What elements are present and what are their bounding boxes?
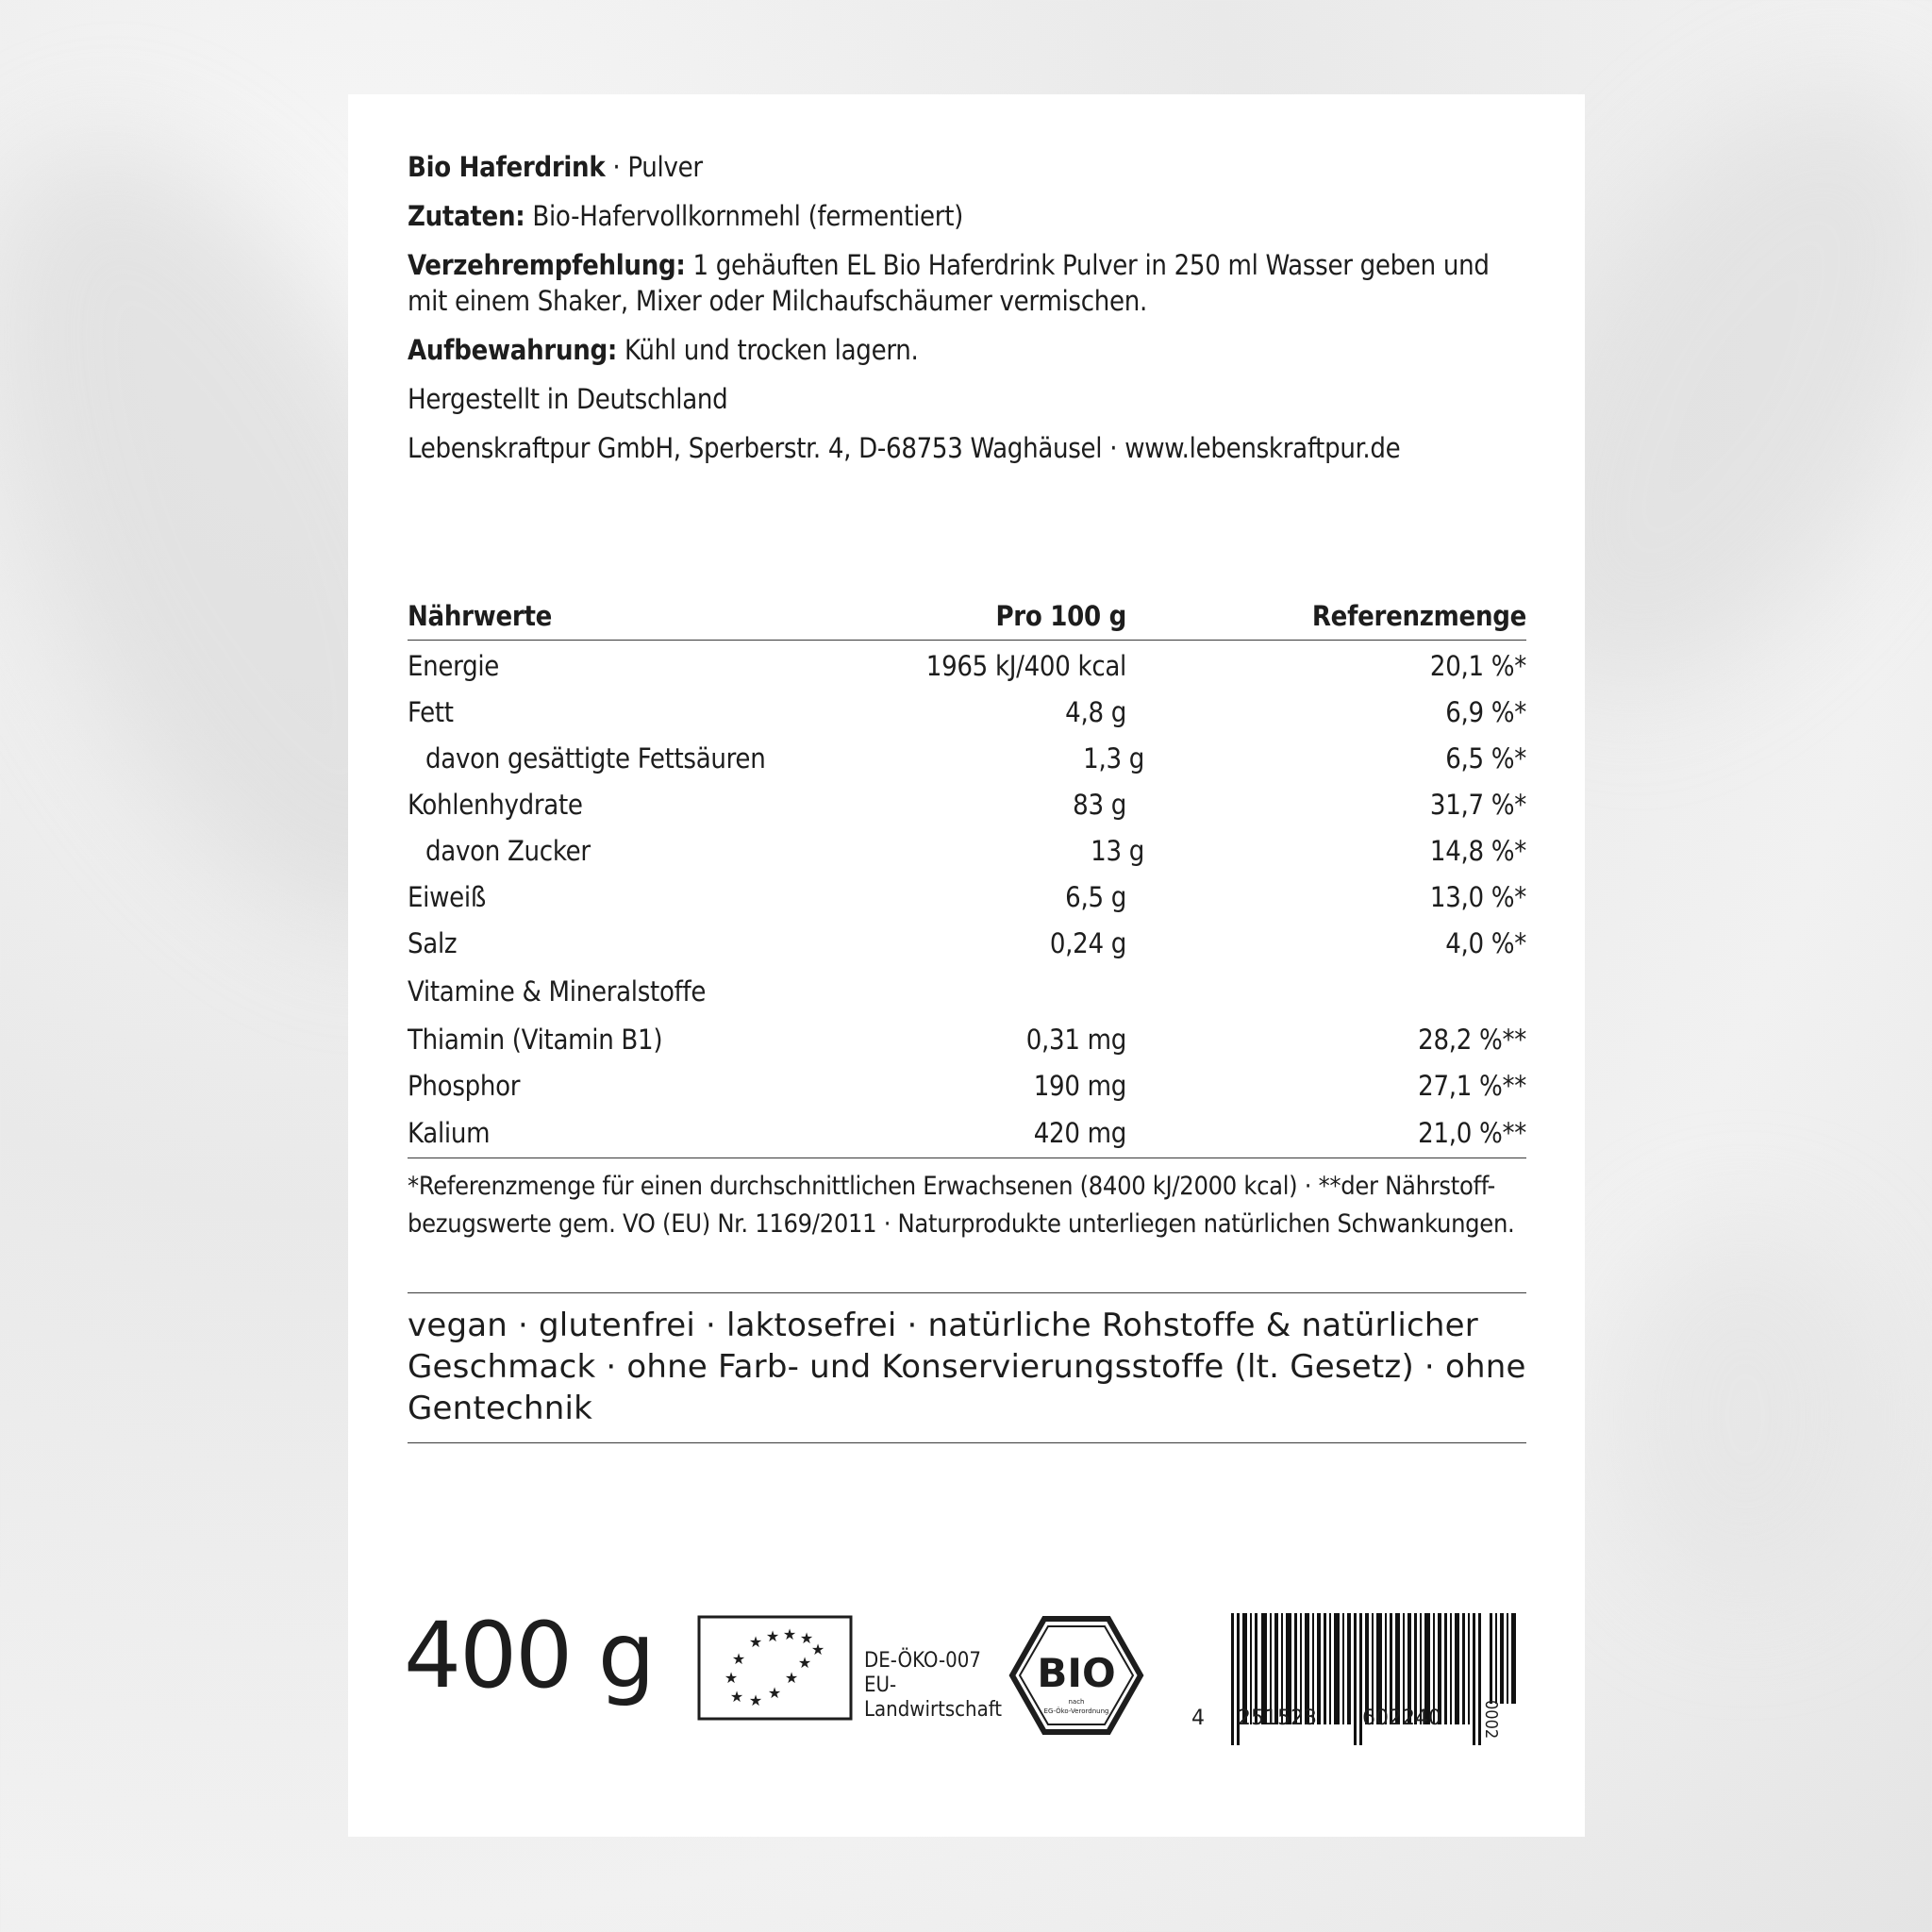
svg-text:★: ★ bbox=[765, 1627, 780, 1645]
barcode-addon: 0002 bbox=[1481, 1700, 1501, 1740]
nutrient-name: Eiweiß bbox=[408, 880, 487, 913]
nutrient-name: davon Zucker bbox=[425, 834, 591, 867]
table-row bbox=[408, 874, 1526, 920]
nutrient-name: Kohlenhydrate bbox=[408, 788, 583, 821]
product-name: Bio Haferdrink bbox=[408, 151, 606, 183]
table-row bbox=[408, 1062, 1526, 1108]
product-title-line bbox=[408, 149, 1526, 185]
svg-text:★: ★ bbox=[724, 1669, 739, 1687]
storage-label: Aufbewahrung: bbox=[408, 334, 618, 366]
table-row bbox=[408, 1016, 1526, 1062]
nutrient-reference: 28,2 %** bbox=[1418, 1023, 1526, 1056]
svg-text:★: ★ bbox=[784, 1669, 799, 1687]
nutrient-name: Fett bbox=[408, 695, 454, 728]
nutrient-amount: 83 g bbox=[1073, 788, 1126, 821]
nutrient-name: Salz bbox=[408, 926, 458, 959]
bio-seal-icon bbox=[1008, 1615, 1144, 1736]
nutrient-name: Phosphor bbox=[408, 1069, 521, 1102]
ingredients-line bbox=[408, 198, 1526, 234]
recommendation-line bbox=[408, 247, 1526, 319]
table-row bbox=[408, 1108, 1526, 1158]
cert-line2: EU- bbox=[864, 1674, 897, 1697]
reference-footnote: *Referenzmenge für einen durchschnittlichen Erwachsenen (8400 kJ/2000 kcal) · **der Nährstoff-bezugswerte gem. VO (EU) Nr. 1169/2011 · Naturprodukte unterliegen natürlichen Schwankungen. bbox=[408, 1172, 1515, 1239]
bio-seal-text: BIO bbox=[1037, 1650, 1116, 1696]
barcode-group2: 602240 bbox=[1362, 1707, 1441, 1730]
product-form: · Pulver bbox=[605, 151, 703, 183]
background-shadow bbox=[1604, 1226, 1887, 1604]
nutrient-name: Energie bbox=[408, 649, 500, 682]
storage-text: Kühl und trocken lagern. bbox=[617, 334, 919, 366]
cert-line3: Landwirtschaft bbox=[864, 1698, 1003, 1722]
svg-text:★: ★ bbox=[731, 1650, 746, 1668]
barcode-digit-first: 4 bbox=[1191, 1707, 1205, 1730]
cert-code: DE-ÖKO-007 bbox=[864, 1649, 981, 1673]
nutrient-reference: 14,8 %* bbox=[1429, 834, 1526, 867]
nutrient-reference: 27,1 %** bbox=[1418, 1069, 1526, 1102]
recommendation-label: Verzehrempfehlung: bbox=[408, 249, 686, 281]
svg-text:★: ★ bbox=[797, 1654, 812, 1672]
header-reference: Referenzmenge bbox=[1311, 600, 1526, 632]
nutrition-header-row bbox=[408, 592, 1526, 641]
storage-line bbox=[408, 332, 1526, 368]
nutrient-name: Thiamin (Vitamin B1) bbox=[408, 1023, 663, 1056]
nutrient-amount: 0,31 mg bbox=[1025, 1023, 1126, 1056]
nutrient-reference: 6,9 %* bbox=[1445, 695, 1526, 728]
table-row bbox=[408, 689, 1526, 735]
nutrient-amount: 0,24 g bbox=[1049, 926, 1126, 959]
nutrition-table bbox=[408, 592, 1526, 1158]
nutrient-amount: 1965 kJ/400 kcal bbox=[925, 649, 1126, 682]
nutrient-name: Kalium bbox=[408, 1117, 491, 1149]
barcode-group1: 251523 bbox=[1238, 1707, 1317, 1730]
recommendation-text: 1 gehäuften EL Bio Haferdrink Pulver in 250 ml Wasser geben und mit einem Shaker, Mixer oder Milchaufschäumer vermischen. bbox=[408, 249, 1490, 317]
nutrient-amount: 6,5 g bbox=[1065, 880, 1126, 913]
nutrient-amount: 420 mg bbox=[1033, 1117, 1126, 1149]
ingredients-text: Bio-Hafervollkornmehl (fermentiert) bbox=[525, 200, 964, 232]
svg-text:★: ★ bbox=[748, 1633, 763, 1651]
certification-code bbox=[864, 1649, 1002, 1723]
section-title: Vitamine & Mineralstoffe bbox=[408, 974, 707, 1008]
nutrient-reference: 31,7 %* bbox=[1429, 788, 1526, 821]
bio-seal-sub1: nach bbox=[1068, 1698, 1085, 1706]
barcode-bars bbox=[1210, 1613, 1522, 1757]
nutrient-reference: 20,1 %* bbox=[1429, 649, 1526, 682]
table-section-row bbox=[408, 966, 1526, 1016]
table-row bbox=[408, 827, 1526, 874]
origin-line: Hergestellt in Deutschland bbox=[408, 383, 728, 415]
nutrient-amount: 13 g bbox=[1091, 834, 1144, 867]
table-row bbox=[408, 642, 1526, 689]
svg-text:★: ★ bbox=[748, 1691, 763, 1709]
svg-text:★: ★ bbox=[729, 1688, 744, 1706]
nutrient-reference: 4,0 %* bbox=[1445, 926, 1526, 959]
nutrient-amount: 1,3 g bbox=[1083, 741, 1144, 774]
table-row bbox=[408, 920, 1526, 966]
nutrient-name: davon gesättigte Fettsäuren bbox=[425, 741, 766, 774]
header-nutrient: Nährwerte bbox=[408, 600, 553, 632]
svg-text:★: ★ bbox=[782, 1625, 797, 1643]
nutrient-reference: 13,0 %* bbox=[1429, 880, 1526, 913]
header-per-100g: Pro 100 g bbox=[995, 600, 1126, 632]
bio-seal-sub2: EG-Öko-Verordnung bbox=[1043, 1707, 1109, 1715]
svg-text:★: ★ bbox=[767, 1684, 782, 1702]
table-row bbox=[408, 781, 1526, 827]
nutrient-reference: 21,0 %** bbox=[1418, 1117, 1526, 1149]
nutrient-reference: 6,5 %* bbox=[1445, 741, 1526, 774]
product-label-card bbox=[348, 94, 1585, 1837]
svg-text:★: ★ bbox=[810, 1641, 825, 1658]
nutrient-amount: 190 mg bbox=[1033, 1069, 1126, 1102]
eu-organic-leaf-icon bbox=[697, 1615, 853, 1721]
ingredients-label: Zutaten: bbox=[408, 200, 525, 232]
net-weight: 400 g bbox=[404, 1603, 654, 1708]
nutrient-amount: 4,8 g bbox=[1065, 695, 1126, 728]
svg-text:★: ★ bbox=[799, 1629, 814, 1647]
table-row bbox=[408, 735, 1526, 781]
product-info bbox=[408, 149, 1526, 479]
company-line: Lebenskraftpur GmbH, Sperberstr. 4, D-68753 Waghäusel · www.lebenskraftpur.de bbox=[408, 432, 1401, 464]
product-claims: vegan · glutenfrei · laktosefrei · natürliche Rohstoffe & natürlicher Geschmack · ohne Farb- und Konservierungsstoffe (lt. Gesetz) · ohne Gentechnik bbox=[408, 1292, 1526, 1443]
